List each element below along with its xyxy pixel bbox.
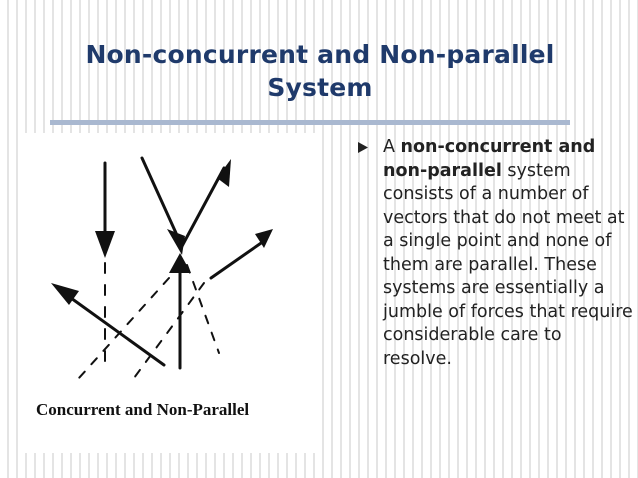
bullet-prefix: A — [383, 137, 401, 157]
bullet-item-text — [383, 136, 633, 371]
dashed-line-1 — [79, 278, 169, 378]
dashed-line-2 — [187, 265, 219, 353]
vector-up-right — [181, 168, 224, 248]
arrowhead-down — [95, 231, 115, 258]
vector-diagram-figure — [19, 133, 318, 453]
arrowhead-up-right — [217, 159, 231, 187]
slide-title-line-2: System — [267, 73, 373, 102]
right-triangle-bullet-icon — [358, 142, 368, 153]
arrowhead-up — [169, 253, 191, 273]
bullet-emphasis: non-concurrent and non-parallel — [383, 137, 596, 181]
vector-diagonal-a — [142, 158, 176, 233]
vector-right — [211, 241, 264, 278]
slide-title — [30, 38, 610, 104]
arrowhead-diagonal-a — [167, 229, 185, 255]
title-divider — [50, 120, 570, 125]
vector-left-diagonal — [64, 293, 164, 365]
slide-title-line-1: Non-concurrent and Non-parallel — [85, 40, 555, 69]
bullet-body: system consists of a number of vectors that do not meet at a single point and none of them are parallel. These systems are essentially a jumble of forces that require considerable care to resolve. — [383, 160, 633, 369]
dashed-line-3 — [134, 283, 204, 378]
figure-caption: Concurrent and Non-Parallel — [36, 400, 250, 419]
